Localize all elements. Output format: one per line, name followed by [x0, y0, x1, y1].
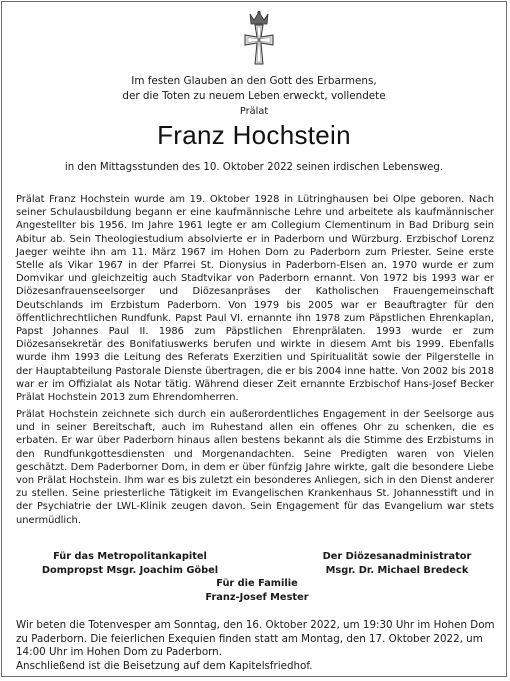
tribute-paragraph: Prälat Hochstein zeichnete sich durch ein außerordentliches Engagement in der Seelsorge aus und in seiner Bereitschaft, auch im Ruhestand allen ein offenes Ohr zu schenken, die es erbaten. Er war über Paderborn hinaus allen bestens bekannt als die Stimme des Erzbistums in den Rundfunkgottesdiensten und Morgenandachten. Seine Predigten waren von Vielen geschätzt. Dem Paderborner Dom, in dem er über fünfzig Jahre wirkte, galt die besondere Liebe von Prälat Hochstein. Ihm war es bis zuletzt ein besonderes Anliegen, sich in den Dienst anderer zu stellen. Seine priesterliche Tätigkeit im Evangelischen Krankenhaus St. Johannesstift und in der Psychiatrie der LWL-Klinik zeugen davon. Sein Engagement für das Evangelium war stets unermüdlich. — [16, 409, 494, 526]
burial-note: Anschließend ist die Beisetzung auf dem Kapitelsfriedhof. — [16, 659, 313, 672]
intro-line-2: der die Toten zu neuem Leben erweckt, vollendete — [122, 90, 386, 102]
signature-administrator-title: Der Diözesanadministrator — [322, 551, 472, 562]
signature-chapter-title: Für das Metropolitankapitel — [53, 551, 207, 562]
signature-family — [152, 577, 362, 604]
cross-with-crown-icon — [241, 10, 277, 72]
signature-family-title: Für die Familie — [216, 578, 298, 589]
signature-chapter-name: Dompropst Msgr. Joachim Göbel — [41, 564, 219, 576]
signature-chapter — [30, 550, 230, 577]
signature-administrator — [292, 550, 502, 577]
service-details — [16, 619, 496, 673]
deceased-name: Franz Hochstein — [157, 120, 351, 150]
signature-family-name: Franz-Josef Mester — [205, 591, 309, 603]
intro-line-1: Im festen Glauben an den Gott des Erbarmens, — [131, 75, 377, 87]
date-of-death-line: in den Mittagsstunden des 10. Oktober 2022 seinen irdischen Lebensweg. — [64, 162, 444, 173]
title-prefix: Prälat — [239, 106, 269, 117]
signature-administrator-name: Msgr. Dr. Michael Bredeck — [325, 564, 469, 576]
service-details-text: Wir beten die Totenvesper am Sonntag, den 16. Oktober 2022, um 19:30 Uhr im Hohen Dom zu Paderborn. Die feierlichen Exequien finden statt am Montag, den 17. Oktober 2022, um 14:00 Uhr im Hohen Dom zu Paderborn. — [16, 619, 495, 659]
biography-paragraph: Prälat Franz Hochstein wurde am 19. Oktober 1928 in Lütringhausen bei Olpe geboren. Nach seiner Schulausbildung begann er eine kaufmännische Lehre und arbeitete als kaufmännischer Angestellter bis 1956. Im Jahre 1961 legte er am Collegium Clementinum in Bad Driburg sein Abitur ab. Sein Theologiestudium absolvierte er in Paderborn und Würzburg. Erzbischof Lorenz Jaeger weihte ihn am 11. März 1967 im Hohen Dom zu Paderborn zum Priester. Seine erste Stelle als Vikar 1967 in der Pfarrei St. Dionysius in Paderborn-Elsen an. 1970 wurde er zum Domvikar und gleichzeitig auch Stadtvikar von Paderborn ernannt. Von 1972 bis 1993 war er Diözesanfrauenseelsorger und Diözesanpräses der Katholischen Frauengemeinschaft Deutschlands im Erzbistum Paderborn. Von 1979 bis 2005 war er Beauftragter für den öffentlichrechtlichen Rundfunk. Papst Paul VI. ernannte ihn 1978 zum Päpstlichen Ehrenkaplan, Papst Johannes Paul II. 1986 zum Päpstlichen Ehrenprälaten. 1993 wurde er zum Diözesansekretär des Bonifatiuswerks berufen und wirkte in diesem Amt bis 1999. Ebenfalls wurde ihm 1993 die Leitung des Referats Exerzitien und Spiritualität sowie der Pilgerstelle in der Hauptabteilung Pastorale Dienste übertragen, die er bis 2004 inne hatte. Von 2002 bis 2018 war er im Offizialat als Notar tätig. Während dieser Zeit ernannte Erzbischof Hans-Josef Becker Prälat Hochstein 2013 zum Ehrendomherren. — [16, 194, 494, 404]
obituary-notice — [1, 1, 507, 677]
